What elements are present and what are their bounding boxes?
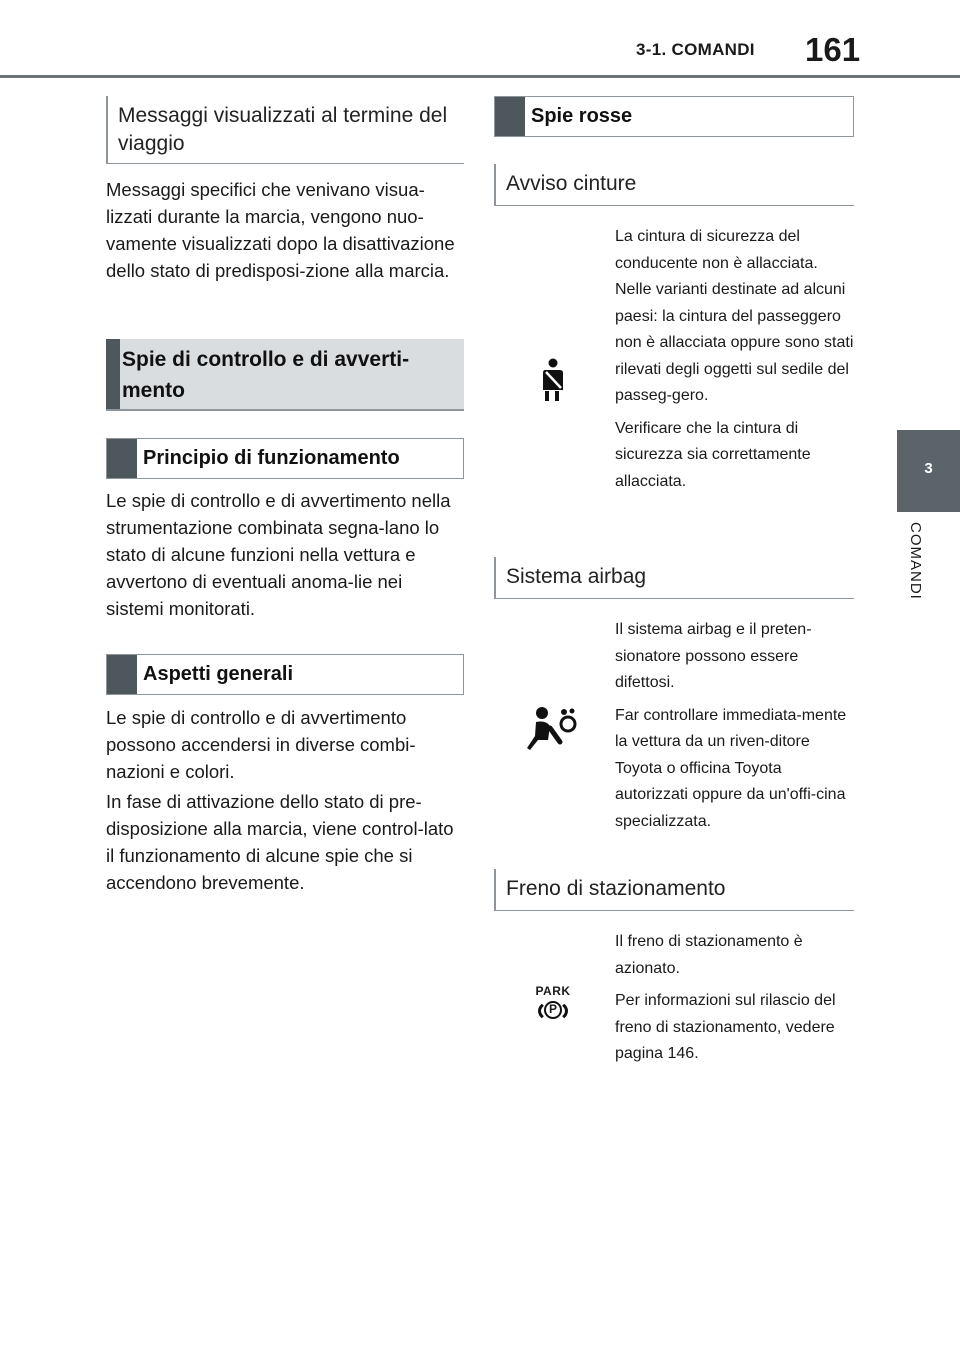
paragraph-general-aspects-1: Le spie di controllo e di avvertimento possono accendersi in diverse combi-nazioni e colori. xyxy=(106,707,416,782)
airbag-warning-icon xyxy=(526,706,580,752)
paragraph-operating-principle: Le spie di controllo e di avvertimento nella strumentazione combinata segna-lano lo stato di alcune funzioni nella vettura e avvertono di eventuali anoma-lie nei sistemi monitorati. xyxy=(106,490,451,619)
park-p-letter: P xyxy=(544,1001,562,1019)
heading-operating-principle xyxy=(106,438,464,479)
chapter-label: COMANDI xyxy=(907,522,924,600)
heading-red-lights xyxy=(494,96,854,137)
heading-bar xyxy=(107,655,137,694)
seatbelt-text-2: Verificare che la cintura di sicurezza sia correttamente allacciata. xyxy=(615,419,811,490)
seatbelt-warning-icon xyxy=(533,358,571,402)
heading-bar xyxy=(106,339,120,409)
heading-end-trip-messages: Messaggi visualizzati al termine del viaggio xyxy=(106,96,464,164)
heading-general-aspects-text: Aspetti generali xyxy=(143,663,294,685)
parking-brake-text-1: Il freno di stazionamento è azionato. xyxy=(615,933,803,977)
heading-parking-brake: Freno di stazionamento xyxy=(494,869,854,911)
header-rule xyxy=(0,75,960,78)
heading-warning-lights xyxy=(106,339,464,411)
heading-red-lights-text: Spie rosse xyxy=(531,105,633,127)
section-title: 3-1. COMANDI xyxy=(636,40,755,59)
heading-warning-lights-text: Spie di controllo e di avverti-mento xyxy=(122,348,410,402)
parking-brake-icon xyxy=(533,984,573,1026)
heading-operating-principle-text: Principio di funzionamento xyxy=(143,447,400,469)
seatbelt-text-1: La cintura di sicurezza del conducente non è allacciata. Nelle varianti destinate ad alcuni paesi: la cintura del passeggero non è allacciata oppure sono stati rilevati degli oggetti sul sedile del passeg-gero. xyxy=(615,228,854,404)
paragraph-general-aspects-2: In fase di attivazione dello stato di pre-disposizione alla marcia, viene control-lato il funzionamento di alcune spie che si accendono brevemente. xyxy=(106,791,454,893)
paragraph-end-trip: Messaggi specifici che venivano visua-lizzati durante la marcia, vengono nuo-vamente visualizzati dopo la disattivazione dello stato di predisposi-zione alla marcia. xyxy=(106,179,455,281)
chapter-tab[interactable] xyxy=(897,430,960,512)
park-label: PARK xyxy=(535,984,571,998)
airbag-text-2: Far controllare immediata-mente la vettura da un riven-ditore Toyota o officina Toyota autorizzati oppure da un'offi-cina specializzata. xyxy=(615,706,847,830)
heading-bar xyxy=(107,439,137,478)
parking-brake-description xyxy=(615,929,855,1074)
airbag-text-1: Il sistema airbag e il preten-sionatore possono essere difettosi. xyxy=(615,621,812,691)
parking-brake-text-2: Per informazioni sul rilascio del freno di stazionamento, vedere pagina 146. xyxy=(615,992,836,1062)
heading-airbag-system: Sistema airbag xyxy=(494,557,854,599)
heading-general-aspects xyxy=(106,654,464,695)
airbag-description xyxy=(615,617,855,841)
chapter-number: 3 xyxy=(924,460,933,477)
heading-seatbelt-warning: Avviso cinture xyxy=(494,164,854,206)
page-number: 161 xyxy=(805,31,861,68)
seatbelt-description xyxy=(615,224,855,501)
heading-bar xyxy=(495,97,525,136)
